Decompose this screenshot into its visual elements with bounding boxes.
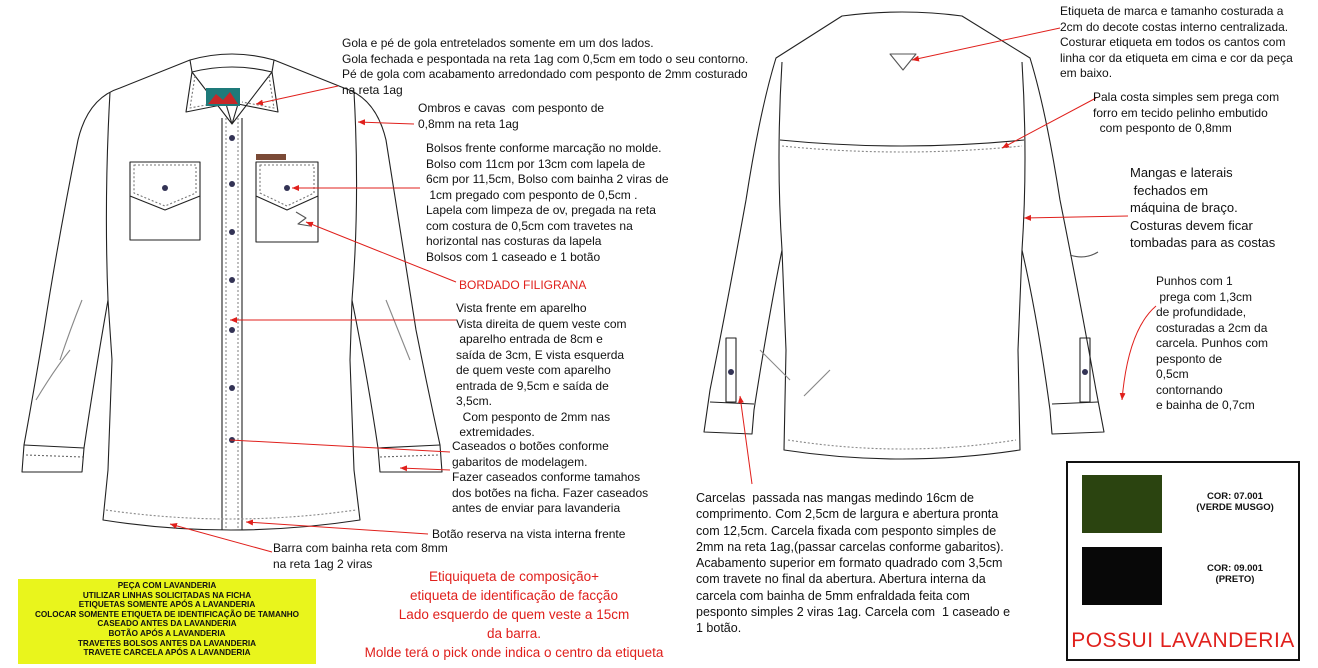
carcela-note: Carcelas passada nas mangas medindo 16cm de comprimento. Com 2,5cm de largura e abertura pronta com 12,5cm. Carcela fixada com pesponto simples de 2mm na reta 1ag,(passar carcelas conforme gabaritos). Acabamento superior em formato quadrado com 3,5cm com travete no final da abertura. Abertura interna da carcela com bainha de 5mm enfraldada feita com pesponto simples 2 viras 1ag. Carcela com 1 caseado e 1 botão. xyxy=(696,491,1011,636)
pockets-note: Bolsos frente conforme marcação no molde. Bolso com 11cm por 13cm com lapela de 6cm por 11,5cm, Bolso com bainha 2 viras de 1cm pregado com pesponto de 0,5cm . Lapela com limpeza de ov, pregada na reta com costura de 0,5cm com travetes na horizontal nas costuras da lapela Bolsos com 1 caseado e 1 botão xyxy=(426,141,669,264)
back-shirt-drawing xyxy=(704,12,1104,459)
wash-instructions-box xyxy=(18,579,316,664)
hem-note: Barra com bainha reta com 8mm na reta 1ag 2 viras xyxy=(273,541,448,571)
brand-label-note: Etiqueta de marca e tamanho costurada a 2cm do decote costas interno centralizada. Costurar etiqueta em todos os cantos com linha cor da etiqueta em cima e cor da peça em baixo. xyxy=(1060,4,1293,80)
collar-note: Gola e pé de gola entretelados somente em um dos lados. Gola fechada e pespontada na reta 1ag com 0,5cm em todo o seu contorno. Pé de gola com acabamento arredondado com pesponto de 2mm costurado na reta 1ag xyxy=(342,36,749,97)
color-swatch-green xyxy=(1082,475,1162,533)
yoke-note: Pala costa simples sem prega com forro em tecido pelinho embutido com pesponto de 0,8mm xyxy=(1093,90,1280,135)
color-name: (VERDE MUSGO) xyxy=(1196,502,1274,513)
sleeves-note: Mangas e laterais fechados em máquina de braço. Costuras devem ficar tombadas para as costas xyxy=(1130,165,1276,250)
wash-line: TRAVETES BOLSOS ANTES DA LAVANDERIA xyxy=(77,638,257,648)
lavanderia-title: POSSUI LAVANDERIA xyxy=(1071,629,1295,652)
composition-label-note: Etiquiqueta de composição+ etiqueta de identificação de facção Lado esquerdo de quem veste a 15cm da barra. Molde terá o pick onde indica o centro da etiqueta xyxy=(364,569,664,660)
wash-line: PEÇA COM LAVANDERIA xyxy=(117,581,217,590)
color-code: COR: 07.001 xyxy=(1207,491,1263,502)
buttonholes-note: Caseados o botões conforme gabaritos de modelagem. Fazer caseados conforme tamahos dos botões na ficha. Fazer caseados antes de enviar para lavanderia xyxy=(452,439,649,515)
color-label-black xyxy=(1176,563,1294,585)
color-label-green xyxy=(1176,491,1294,513)
cuffs-note: Punhos com 1 prega com 1,3cm de profundidade, costuradas a 2cm da carcela. Punhos com pesponto de 0,5cm contornando e bainha de 0,7cm xyxy=(1156,274,1269,412)
color-code: COR: 09.001 xyxy=(1207,563,1263,574)
front-shirt-drawing xyxy=(22,54,442,530)
shoulders-note: Ombros e cavas com pesponto de 0,8mm na reta 1ag xyxy=(418,101,605,131)
wash-line: ETIQUETAS SOMENTE APÓS A LAVANDERIA xyxy=(78,600,256,610)
placket-note: Vista frente em aparelho Vista direita de quem veste com aparelho entrada de 8cm e saída de 3cm, E vista esquerda de quem veste com aparelho entrada de 9,5cm e saída de 3,5cm. Com pesponto de 2mm nas extremidades. xyxy=(456,301,627,439)
wash-line: CASEADO ANTES DA LAVANDERIA xyxy=(97,619,237,629)
wash-line: TRAVETE CARCELA APÓS A LAVANDERIA xyxy=(83,648,251,658)
wash-line: COLOCAR SOMENTE ETIQUETA DE IDENTIFICAÇÃO DE TAMANHO xyxy=(34,609,300,619)
color-panel xyxy=(1066,461,1300,661)
wash-line: UTILIZAR LINHAS SOLICITADAS NA FICHA xyxy=(82,590,252,600)
embroidery-note: BORDADO FILIGRANA xyxy=(459,278,587,292)
spare-button-note: Botão reserva na vista interna frente xyxy=(432,527,626,541)
color-swatch-black xyxy=(1082,547,1162,605)
color-name: (PRETO) xyxy=(1215,574,1255,585)
wash-line: BOTÃO APÓS A LAVANDERIA xyxy=(108,628,226,638)
